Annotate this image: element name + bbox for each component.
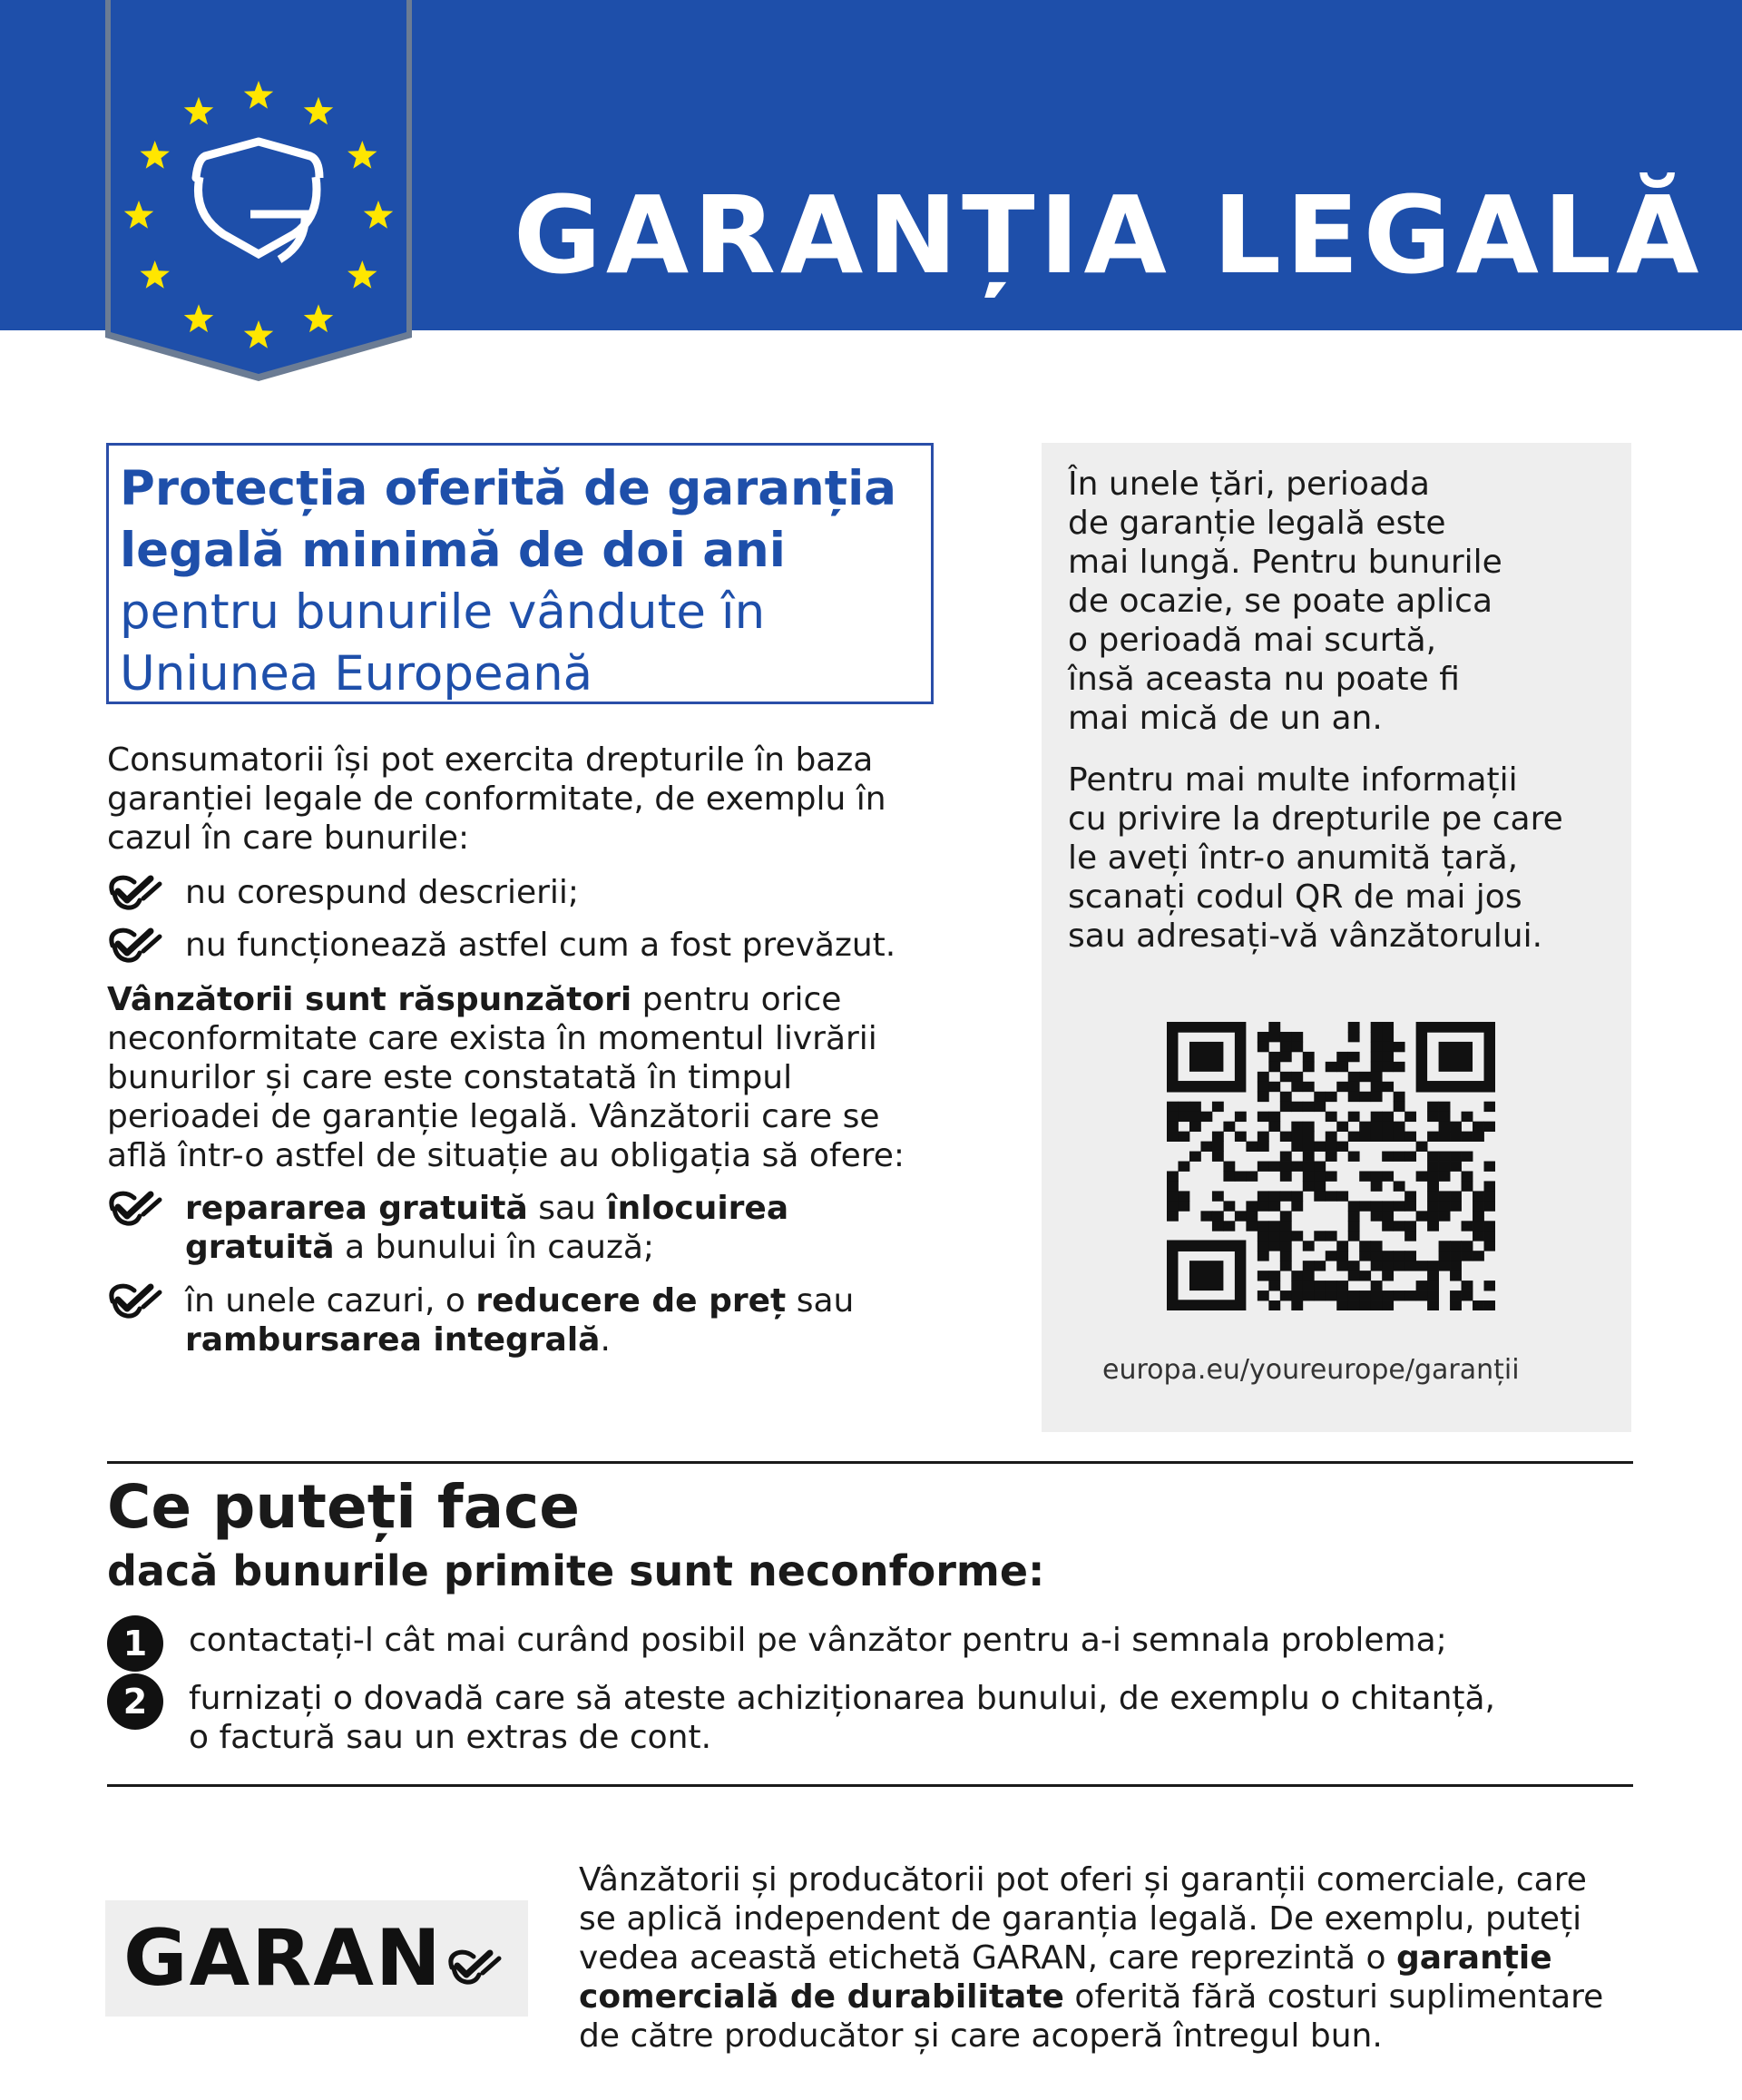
page-title: GARANȚIA LEGALĂ	[514, 172, 1704, 298]
text-span: .	[600, 1321, 611, 1359]
text-span: oferită fără costuri suplimentare	[1063, 1978, 1604, 2016]
qr-code-icon[interactable]	[1167, 1022, 1495, 1310]
bold-text: rambursarea integrală	[185, 1321, 601, 1359]
section-divider	[107, 1784, 1633, 1787]
side-paragraph-2	[1068, 761, 1563, 956]
step-text	[189, 1621, 1447, 1660]
text-line: perioadei de garanție legală. Vânzătorii care se	[107, 1098, 880, 1135]
check-icon	[107, 926, 163, 967]
action-step-2	[107, 1679, 1495, 1757]
section-divider	[107, 1461, 1633, 1464]
check-icon	[107, 1281, 163, 1323]
text-span: pentru orice	[631, 981, 842, 1018]
check-item-function	[107, 926, 895, 967]
commercial-guarantee-paragraph	[579, 1860, 1603, 2056]
text-line: sau adresați-vă vânzătorului.	[1068, 918, 1543, 955]
text-line	[579, 1938, 1603, 1977]
eu-star-circle-shield-g-icon	[105, 0, 412, 383]
intro-highlight-box	[106, 443, 934, 704]
text-line: de ocazie, se poate aplica	[1068, 583, 1493, 620]
text-line: află într-o astfel de situație au obligația să ofere:	[107, 1137, 905, 1174]
text-line: neconformitate care exista în momentul livrării	[107, 1020, 877, 1057]
step-text	[189, 1679, 1495, 1757]
bold-text: reducere de preț	[475, 1282, 787, 1320]
check-item-text	[185, 1281, 854, 1359]
text-span: a bunului în cauză;	[334, 1229, 655, 1266]
youreurope-link[interactable]: europa.eu/youreurope/garanții	[1102, 1354, 1520, 1386]
text-line	[185, 1281, 854, 1320]
step-number-badge: 2	[107, 1673, 163, 1730]
text-span: sau	[527, 1190, 607, 1227]
intro-regular-line: Uniunea Europeană	[120, 646, 593, 702]
text-line: bunurilor și care este constatată în timpul	[107, 1059, 793, 1096]
check-item-repair	[107, 1189, 788, 1267]
text-line: le aveți într-o anumită țară,	[1068, 839, 1519, 877]
check-item-text: nu funcționează astfel cum a fost prevăzut.	[185, 927, 896, 964]
garan-label-logo	[105, 1900, 528, 2017]
rights-paragraph-2	[107, 980, 905, 1175]
check-item-text: nu corespund descrierii;	[185, 874, 580, 911]
intro-bold-line: Protecția oferită de garanția	[120, 461, 897, 516]
text-line: Consumatorii își pot exercita drepturile în baza	[107, 741, 874, 779]
text-line: furnizați o dovadă care să ateste achiziționarea bunului, de exemplu o chitanță,	[189, 1680, 1495, 1717]
text-line: o perioadă mai scurtă,	[1068, 622, 1437, 659]
intro-regular-line: pentru bunurile vândute în	[120, 584, 766, 640]
action-step-1	[107, 1621, 1447, 1672]
intro-bold-line: legală minimă de doi ani	[120, 523, 786, 578]
text-line	[185, 1228, 788, 1267]
text-line	[185, 1189, 788, 1228]
text-line	[107, 980, 905, 1019]
side-paragraph-1	[1068, 465, 1502, 738]
check-icon	[107, 873, 163, 915]
check-item-description	[107, 873, 579, 915]
text-line: cu privire la drepturile pe care	[1068, 800, 1563, 838]
text-line: În unele țări, perioada	[1068, 466, 1430, 503]
text-line: Vânzătorii și producătorii pot oferi și garanții comerciale, care	[579, 1861, 1587, 1899]
text-span: sau	[786, 1282, 855, 1320]
rights-paragraph-1	[107, 741, 886, 858]
check-icon	[107, 1189, 163, 1231]
text-line: mai mică de un an.	[1068, 700, 1383, 737]
text-span: vedea această etichetă GARAN, care reprezintă o	[579, 1939, 1396, 1977]
text-line: garanției legale de conformitate, de exemplu în	[107, 780, 886, 818]
bold-text: gratuită	[185, 1229, 335, 1266]
text-line	[185, 1320, 854, 1359]
step-number-badge: 1	[107, 1615, 163, 1672]
check-item-refund	[107, 1281, 854, 1359]
text-line: de către producător și care acoperă întregul bun.	[579, 2017, 1383, 2055]
actions-heading: Ce puteți face	[107, 1472, 581, 1542]
bold-text: înlocuirea	[606, 1190, 789, 1227]
text-line	[579, 1977, 1603, 2017]
text-line: însă aceasta nu poate fi	[1068, 661, 1460, 698]
garan-logo-text: GARAN	[123, 1913, 443, 2004]
bold-text: Vânzătorii sunt răspunzători	[107, 981, 632, 1018]
text-line: o factură sau un extras de cont.	[189, 1719, 712, 1756]
text-line: cazul în care bunurile:	[107, 819, 470, 857]
text-line: de garanție legală este	[1068, 505, 1446, 542]
bold-text: garanție	[1395, 1939, 1552, 1977]
bold-text: comercială de durabilitate	[579, 1978, 1064, 2016]
text-line: se aplică independent de garanția legală. De exemplu, puteți	[579, 1900, 1582, 1938]
text-line: Pentru mai multe informații	[1068, 761, 1518, 799]
text-line: scanați codul QR de mai jos	[1068, 878, 1522, 916]
text-line: mai lungă. Pentru bunurile	[1068, 544, 1502, 581]
check-item-text	[185, 1189, 788, 1267]
actions-subheading: dacă bunurile primite sunt neconforme:	[107, 1546, 1045, 1595]
text-span: în unele cazuri, o	[185, 1282, 476, 1320]
bold-text: repararea gratuită	[185, 1190, 528, 1227]
garan-check-icon	[446, 1948, 503, 1989]
text-line: contactați-l cât mai curând posibil pe vânzător pentru a-i semnala problema;	[189, 1622, 1447, 1659]
